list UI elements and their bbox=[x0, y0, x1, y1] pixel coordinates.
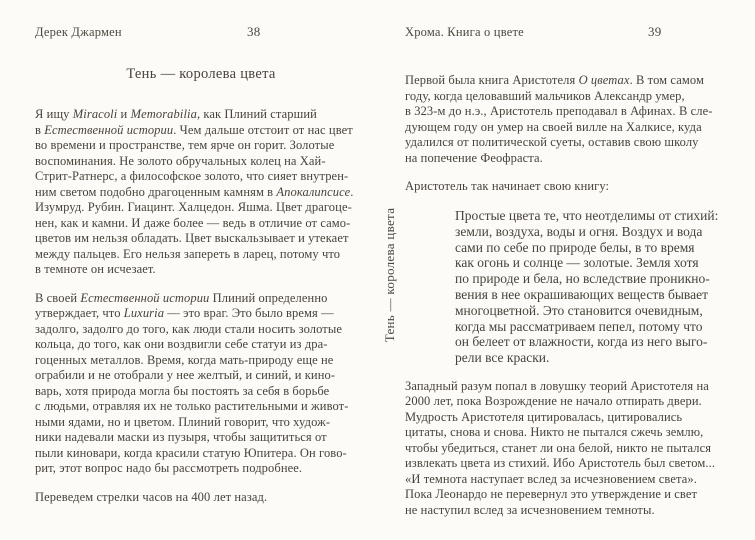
paragraph: Переведем стрелки часов на 400 лет назад. bbox=[35, 489, 268, 504]
left-running-header bbox=[35, 24, 367, 40]
right-page-number: 39 bbox=[648, 24, 662, 39]
left-page-number: 38 bbox=[247, 24, 261, 39]
paragraph: Первой была книга Аристотеля О цветах. В том самом году, когда целовавший мальчиков Александр умер, в 323-м до н.э., Аристотель преподавал в Афинах. В сле- дующем году он умер на своей вилле на Халкисе, куда удалился от политической суеты, оставив свою школу на попечение Феофраста. bbox=[405, 73, 713, 165]
block-quote: Простые цвета те, что неотделимы от стихий: земли, воздуха, воды и огня. Воздух и вода сами по себе по природе белы, в то время как огонь и солнце — золотые. Земля хотя по природе и бела, но вследствие проникно- вения в нее окрашивающих веществ бывает многоцветной. Это становится очевидным, когда мы рассматриваем пепел, потому что он белеет от влажности, когда из него выго- рели все краски. bbox=[455, 208, 719, 366]
paragraph: Я ищу Miracoli и Memorabilia, как Плиний старший в Естественной истории. Чем дальше отстоит от нас цвет во времени и пространстве, тем ярче он горит. Золотые воспоминания. Не золото обручальных колец на Хай- Стрит-Ратнерс, а философское золото, что сияет внутрен- ним светом подобно драгоценным камням в Апокалипсисе. Изумруд. Рубин. Гиацинт. Халцедон. Яшма. Цвет драгоце- нен, как и камни. И даже более — ведь в отличие от само- цветов им нельзя обладать. Цвет выскальзывает и утекает между пальцев. Его нельзя запереть в ларец, потому что в темноте он исчезает. bbox=[35, 107, 354, 276]
book-running-title: Хрома. Книга о цвете bbox=[405, 25, 524, 39]
chapter-title: Тень — королева цвета bbox=[126, 66, 276, 82]
right-page bbox=[405, 24, 737, 518]
paragraph: Западный разум попал в ловушку теорий Аристотеля на 2000 лет, пока Возрождение не начало отпирать двери. Мудрость Аристотеля цитировалась, цитировались цитаты, снова и снова. Никто не пытался сжечь землю, чтобы убедиться, станет ли она белой, никто не пытался извлекать цвета из стихий. Ибо Аристотель был светом... «И темнота наступает вслед за исчезновением света». Пока Леонардо не перевернул это утверждение и свет не наступил вслед за исчезновением темноты. bbox=[405, 378, 716, 517]
left-page bbox=[35, 24, 367, 505]
gutter-vertical-chapter-title: Тень — королева цвета bbox=[382, 207, 397, 343]
right-running-header bbox=[405, 24, 737, 40]
author-running-title: Дерек Джармен bbox=[35, 25, 122, 39]
paragraph: В своей Естественной истории Плиний определенно утверждает, что Luxuria — это враг. Это было время — задолго, задолго до того, как люди стали носить золотые кольца, до того, как они воздвигли себе статуи из дра- гоценных металлов. Время, когда мать-природу еще не ограбили и не отобрали у нее желтый, и синий, и кино- варь, хотя природа могла бы постоять за себя в борьбе с людьми, отравляя их не только растительными и живот- ными ядами, но и цветом. Плиний говорит, что худож- ники надевали маски из пузыря, чтобы защититься от пыли киновари, когда красили статую Юпитера. Он гово- рит, этот вопрос надо бы рассмотреть подробнее. bbox=[35, 290, 349, 475]
paragraph: Аристотель так начинает свою книгу: bbox=[405, 179, 610, 193]
